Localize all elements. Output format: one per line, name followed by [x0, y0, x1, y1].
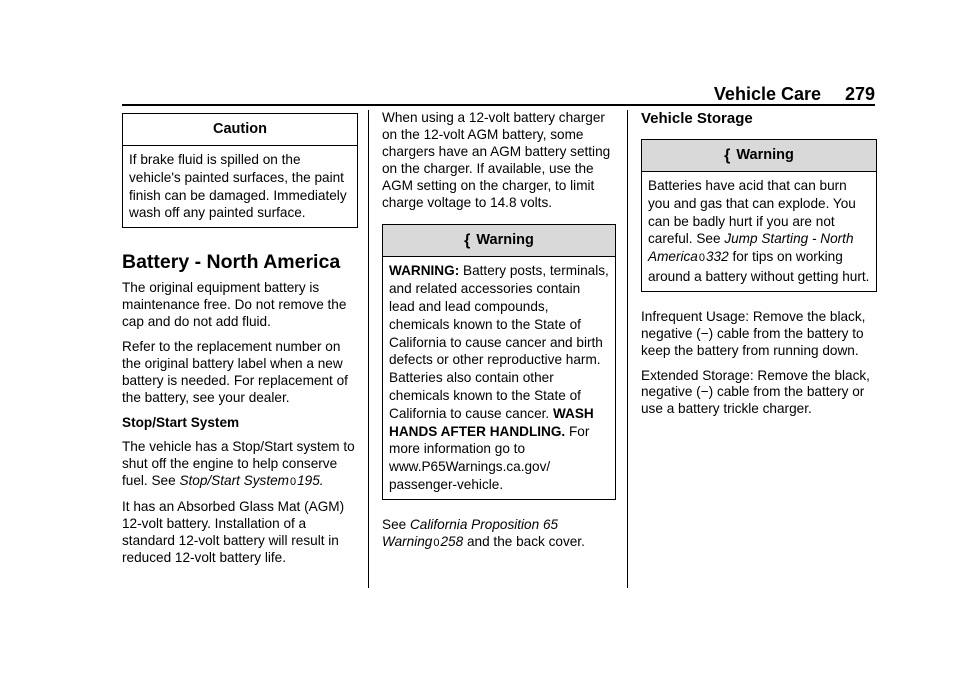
- paragraph-charger: When using a 12-volt battery charger on the 12-volt AGM battery, some chargers have an AGM battery setting on the charger. If available, use the AGM setting on the charger, to limit charge voltage to 14.8 volts.: [382, 110, 611, 210]
- cross-reference-link[interactable]: Stop/Start System: [179, 473, 289, 489]
- warning-title-bar: [642, 140, 876, 172]
- subheading-stop-start: Stop/Start System: [122, 414, 240, 430]
- warning-bold-instruction: WASH HANDS AFTER HANDLING.: [389, 405, 594, 439]
- paragraph-agm: It has an Absorbed Glass Mat (AGM) 12-volt battery. Installation of a standard 12-volt battery will result in reduced 12-volt battery life.: [122, 499, 345, 565]
- page-ref-icon: 0: [698, 252, 705, 265]
- paragraph-extended-storage: Extended Storage: Remove the black, negative (−) cable from the battery or use a battery trickle charger.: [641, 367, 870, 417]
- column-1: [122, 110, 358, 575]
- running-header: [122, 82, 875, 104]
- paragraph-replacement: Refer to the replacement number on the original battery label when a new battery is needed. For replacement of the battery, see your dealer.: [122, 338, 348, 405]
- header-rule: [122, 104, 875, 106]
- warning-tail: For more information go to www.P65Warnings.ca.gov/ passenger-vehicle.: [389, 423, 590, 492]
- cross-reference-link[interactable]: California Proposition 65 Warning: [382, 516, 559, 549]
- cross-reference-link[interactable]: Jump Starting - North America: [648, 231, 854, 265]
- column-3: [641, 110, 877, 426]
- warning-title-bar: [383, 225, 615, 257]
- page-reference[interactable]: 195.: [297, 473, 324, 489]
- warning-title: Warning: [476, 232, 534, 249]
- caution-box: [122, 113, 358, 228]
- warning-lead: WARNING:: [389, 263, 460, 279]
- section-heading-battery: Battery - North America: [122, 251, 341, 274]
- warning-icon: {: [724, 147, 731, 164]
- page-ref-icon: 0: [289, 476, 297, 489]
- paragraph-see-also: [382, 517, 616, 552]
- page-number: 279: [844, 84, 875, 104]
- warning-box-acid: [641, 139, 877, 292]
- paragraph-infrequent-usage: Infrequent Usage: Remove the black, negative (−) cable from the battery to keep the battery from running down.: [641, 308, 866, 358]
- see-tail: and the back cover.: [463, 533, 585, 549]
- see-text: See: [382, 516, 410, 532]
- column-divider-1: [368, 110, 369, 588]
- column-divider-2: [627, 110, 628, 588]
- paragraph-maintenance: The original equipment battery is maintenance free. Do not remove the cap and do not add fluid.: [122, 280, 347, 329]
- page-ref-icon: 0: [433, 536, 440, 549]
- section-heading-storage: Vehicle Storage: [641, 110, 753, 127]
- warning-box-p65: [382, 224, 616, 499]
- paragraph-text: The vehicle has a Stop/Start system to shut off the engine to help conserve fuel. See: [122, 439, 355, 489]
- warning-text: [383, 257, 615, 498]
- caution-text: If brake fluid is spilled on the vehicle's painted surfaces, the paint finish can be damaged. Immediately wash off any painted surface.: [129, 152, 347, 221]
- warning-body: Battery posts, terminals, and related accessories contain lead and lead compounds, chemicals known to the State of California to cause cancer and birth defects or other reproductive harm. Batteries also contain other chemicals known to the State of California to cause cancer.: [389, 263, 609, 421]
- header-section-title: Vehicle Care: [713, 84, 821, 104]
- page-reference[interactable]: 332: [705, 249, 729, 265]
- caution-title: Caution: [123, 114, 357, 146]
- paragraph-stop-start: [122, 439, 358, 491]
- warning-icon: {: [464, 232, 471, 250]
- warning-tail: for tips on working around a battery without getting hurt.: [648, 249, 870, 284]
- column-2: [382, 110, 616, 560]
- warning-title: Warning: [736, 147, 794, 163]
- warning-body: Batteries have acid that can burn you and gas that can explode. You can be badly hurt if you are not careful. See: [648, 178, 856, 247]
- page-reference[interactable]: 258: [440, 533, 464, 549]
- warning-text: [642, 172, 876, 291]
